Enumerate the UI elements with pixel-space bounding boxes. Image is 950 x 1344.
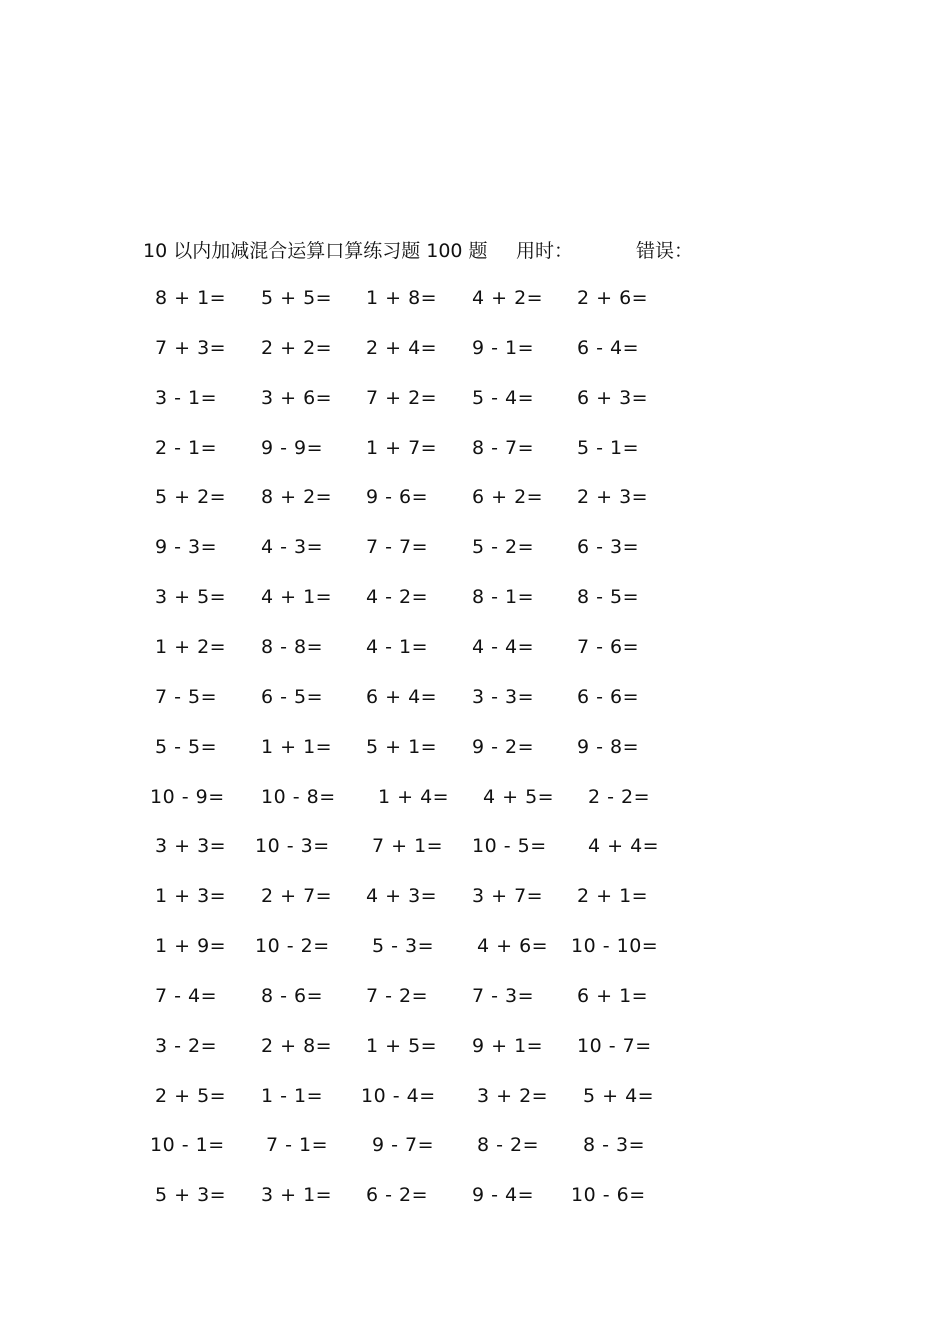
problem-item: 2 + 4= (366, 336, 438, 359)
problem-item: 10 - 10= (571, 935, 659, 958)
problem-item: 10 - 9= (150, 785, 225, 808)
problem-row (0, 432, 950, 464)
problem-row (0, 830, 950, 862)
problem-item: 2 + 7= (261, 885, 333, 908)
problem-item: 9 - 8= (577, 735, 640, 758)
problem-item: 3 - 2= (155, 1034, 218, 1057)
problem-item: 10 - 8= (261, 785, 336, 808)
problem-item: 3 + 3= (155, 835, 227, 858)
problem-item: 3 + 1= (261, 1184, 333, 1207)
problem-item: 2 + 5= (155, 1084, 227, 1107)
problem-item: 5 + 3= (155, 1184, 227, 1207)
time-used-label: 用时： (516, 240, 574, 262)
problem-row (0, 382, 950, 414)
problem-item: 4 - 4= (472, 635, 535, 658)
problem-item: 1 + 1= (261, 735, 333, 758)
problem-row (0, 1179, 950, 1211)
problem-item: 9 - 2= (472, 735, 535, 758)
problem-item: 9 - 9= (261, 436, 324, 459)
problem-item: 4 - 2= (366, 586, 429, 609)
problem-row (0, 1030, 950, 1062)
problem-item: 8 - 3= (583, 1134, 646, 1157)
errors-label: 错误： (636, 240, 694, 262)
problem-item: 10 - 2= (255, 935, 330, 958)
problem-item: 7 + 1= (372, 835, 444, 858)
problem-item: 5 + 5= (261, 287, 333, 309)
problem-item: 4 - 1= (366, 635, 429, 658)
problem-item: 8 - 7= (472, 436, 535, 459)
problem-item: 6 + 4= (366, 685, 438, 708)
problem-item: 7 - 1= (266, 1134, 329, 1157)
problem-row (0, 282, 950, 314)
problem-item: 5 - 2= (472, 536, 535, 559)
problem-item: 1 + 9= (155, 935, 227, 958)
problem-item: 8 - 2= (477, 1134, 540, 1157)
problem-item: 8 + 1= (155, 287, 227, 309)
problem-item: 6 - 2= (366, 1184, 429, 1207)
problem-item: 7 - 7= (366, 536, 429, 559)
problem-item: 2 + 8= (261, 1034, 333, 1057)
problem-item: 2 - 1= (155, 436, 218, 459)
problem-row (0, 880, 950, 912)
problem-item: 10 - 3= (255, 835, 330, 858)
problem-item: 9 - 1= (472, 336, 535, 359)
problem-row (0, 781, 950, 813)
problem-item: 5 - 4= (472, 386, 535, 409)
problem-item: 5 - 3= (372, 935, 435, 958)
problem-item: 7 - 2= (366, 984, 429, 1007)
problem-item: 9 - 6= (366, 486, 429, 509)
problem-item: 7 + 3= (155, 336, 227, 359)
problem-item: 10 - 7= (577, 1034, 652, 1057)
problem-item: 9 - 4= (472, 1184, 535, 1207)
problem-item: 1 + 5= (366, 1034, 438, 1057)
problem-item: 1 + 7= (366, 436, 438, 459)
problem-item: 7 - 6= (577, 635, 640, 658)
problem-item: 2 - 2= (588, 785, 651, 808)
problem-item: 3 + 7= (472, 885, 544, 908)
problem-item: 9 - 7= (372, 1134, 435, 1157)
problem-item: 1 - 1= (261, 1084, 324, 1107)
problem-item: 1 + 4= (378, 785, 450, 808)
problem-row (0, 731, 950, 763)
problem-item: 7 - 5= (155, 685, 218, 708)
problem-item: 6 + 2= (472, 486, 544, 509)
problem-row (0, 930, 950, 962)
problem-item: 10 - 1= (150, 1134, 225, 1157)
problem-item: 2 + 1= (577, 885, 649, 908)
problem-item: 3 + 2= (477, 1084, 549, 1107)
problem-item: 7 - 4= (155, 984, 218, 1007)
problem-item: 5 + 2= (155, 486, 227, 509)
problem-item: 2 + 3= (577, 486, 649, 509)
problem-item: 3 - 1= (155, 386, 218, 409)
problem-item: 3 - 3= (472, 685, 535, 708)
problem-item: 5 + 1= (366, 735, 438, 758)
problem-row (0, 332, 950, 364)
problem-item: 8 - 8= (261, 635, 324, 658)
problem-row (0, 1129, 950, 1161)
problem-item: 9 + 1= (472, 1034, 544, 1057)
problem-item: 8 - 6= (261, 984, 324, 1007)
problem-item: 1 + 2= (155, 635, 227, 658)
problem-item: 4 - 3= (261, 536, 324, 559)
problem-item: 3 + 6= (261, 386, 333, 409)
problem-item: 10 - 6= (571, 1184, 646, 1207)
problem-row (0, 980, 950, 1012)
problem-item: 8 + 2= (261, 486, 333, 509)
problem-item: 5 - 5= (155, 735, 218, 758)
problem-item: 6 + 3= (577, 386, 649, 409)
problem-item: 2 + 6= (577, 287, 649, 309)
problem-item: 4 + 6= (477, 935, 549, 958)
problem-item: 4 + 2= (472, 287, 544, 309)
problem-item: 6 - 5= (261, 685, 324, 708)
problem-item: 7 - 3= (472, 984, 535, 1007)
problem-item: 7 + 2= (366, 386, 438, 409)
problem-row (0, 481, 950, 513)
problem-row (0, 581, 950, 613)
problem-row (0, 1080, 950, 1112)
problem-item: 6 - 3= (577, 536, 640, 559)
problem-item: 4 + 1= (261, 586, 333, 609)
problem-item: 6 - 6= (577, 685, 640, 708)
worksheet-title: 10 以内加减混合运算口算练习题 100 题 (143, 240, 488, 262)
problem-item: 1 + 8= (366, 287, 438, 309)
problem-item: 8 - 5= (577, 586, 640, 609)
problem-item: 8 - 1= (472, 586, 535, 609)
problem-item: 2 + 2= (261, 336, 333, 359)
problem-item: 10 - 5= (472, 835, 547, 858)
problem-item: 9 - 3= (155, 536, 218, 559)
problem-row (0, 681, 950, 713)
problem-item: 4 + 3= (366, 885, 438, 908)
problem-item: 5 + 4= (583, 1084, 655, 1107)
problem-item: 4 + 5= (483, 785, 555, 808)
problem-item: 6 - 4= (577, 336, 640, 359)
problem-item: 5 - 1= (577, 436, 640, 459)
problem-item: 1 + 3= (155, 885, 227, 908)
problem-item: 4 + 4= (588, 835, 660, 858)
problem-item: 6 + 1= (577, 984, 649, 1007)
problem-row (0, 531, 950, 563)
problem-row (0, 631, 950, 663)
problem-item: 10 - 4= (361, 1084, 436, 1107)
problem-item: 3 + 5= (155, 586, 227, 609)
